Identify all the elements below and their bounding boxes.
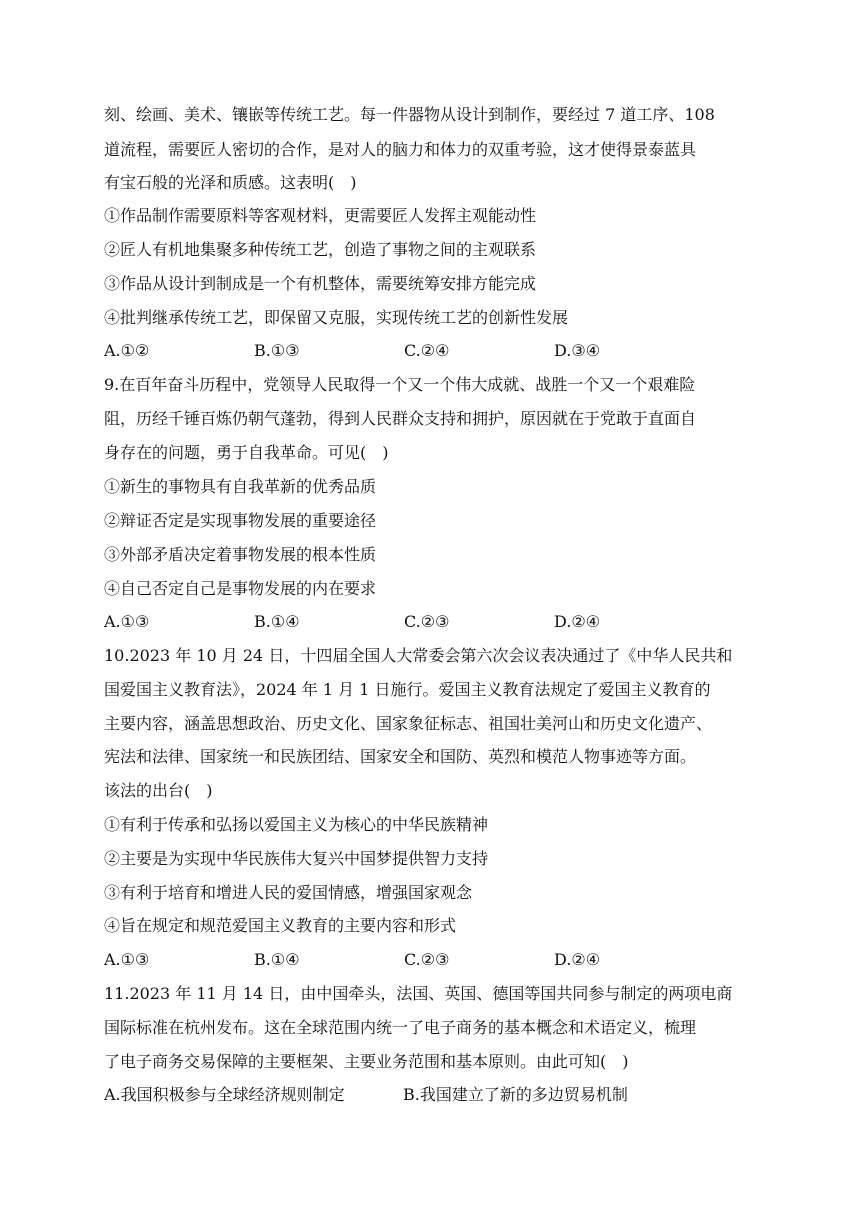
q11-stem-line-3: 了电子商务交易保障的主要框架、主要业务范围和基本原则。由此可知( ): [104, 1052, 629, 1071]
q8-statement-4: ④批判继承传统工艺，即保留又克服，实现传统工艺的创新性发展: [104, 308, 569, 327]
q11-option-b[interactable]: B.我国建立了新的多边贸易机制: [403, 1085, 628, 1104]
q8-stem-line-3: 有宝石般的光泽和质感。这表明( ): [104, 173, 357, 192]
q8-statement-1: ①作品制作需要原料等客观材料，更需要匠人发挥主观能动性: [104, 206, 537, 225]
q9-option-c[interactable]: C.②③: [404, 612, 450, 631]
q10-stem-line-3: 主要内容，涵盖思想政治、历史文化、国家象征标志、祖国壮美河山和历史文化遗产、: [104, 714, 713, 733]
q8-option-c[interactable]: C.②④: [404, 341, 450, 360]
q8-option-d[interactable]: D.③④: [554, 341, 601, 360]
q8-stem-line-2: 道流程，需要匠人密切的合作，是对人的脑力和体力的双重考验，这才使得景泰蓝具: [104, 140, 697, 159]
q9-statement-2: ②辩证否定是实现事物发展的重要途径: [104, 511, 377, 530]
q11-stem-line-1: 11.2023 年 11 月 14 日，由中国牵头，法国、英国、德国等国共同参与制定的两项电商: [104, 984, 733, 1003]
q9-option-b[interactable]: B.①④: [254, 612, 300, 631]
q10-stem-line-4: 宪法和法律、国家统一和民族团结、国家安全和国防、英烈和模范人物事迹等方面。: [104, 747, 697, 766]
q9-option-a[interactable]: A.①③: [104, 612, 150, 631]
q10-option-d[interactable]: D.②④: [554, 950, 601, 969]
q10-stem-line-5: 该法的出台( ): [104, 781, 213, 800]
q9-stem-line-2: 阻，历经千锤百炼仍朝气蓬勃，得到人民群众支持和拥护，原因就在于党敢于直面自: [104, 409, 697, 428]
q8-stem-line-1: 刻、绘画、美术、镶嵌等传统工艺。每一件器物从设计到制作，要经过 7 道工序、108: [104, 105, 715, 124]
q10-option-c[interactable]: C.②③: [404, 950, 450, 969]
q10-options: [104, 949, 764, 971]
q9-statement-1: ①新生的事物具有自我革新的优秀品质: [104, 477, 377, 496]
q11-options: [104, 1084, 764, 1106]
q11-stem-line-2: 国际标准在杭州发布。这在全球范围内统一了电子商务的基本概念和术语定义，梳理: [104, 1018, 697, 1037]
q8-statement-2: ②匠人有机地集聚多种传统工艺，创造了事物之间的主观联系: [104, 240, 537, 259]
q9-statement-4: ④自己否定自己是事物发展的内在要求: [104, 579, 377, 598]
q10-statement-3: ③有利于培育和增进人民的爱国情感，增强国家观念: [104, 883, 473, 902]
q10-stem-line-2: 国爱国主义教育法》，2024 年 1 月 1 日施行。爱国主义教育法规定了爱国主义教育的: [104, 680, 711, 699]
q9-stem-line-1: 9.在百年奋斗历程中，党领导人民取得一个又一个伟大成就、战胜一个又一个艰难险: [104, 375, 696, 394]
q11-option-a[interactable]: A.我国积极参与全球经济规则制定: [104, 1085, 345, 1104]
q9-statement-3: ③外部矛盾决定着事物发展的根本性质: [104, 545, 377, 564]
q9-options: [104, 611, 764, 633]
q8-options: [104, 340, 764, 362]
q9-stem-line-3: 身存在的问题，勇于自我革命。可见( ): [104, 443, 389, 462]
q10-statement-1: ①有利于传承和弘扬以爱国主义为核心的中华民族精神: [104, 815, 489, 834]
q10-statement-2: ②主要是为实现中华民族伟大复兴中国梦提供智力支持: [104, 849, 489, 868]
q10-stem-line-1: 10.2023 年 10 月 24 日，十四届全国人大常委会第六次会议表决通过了《中华人民共和: [104, 646, 733, 665]
q10-statement-4: ④旨在规定和规范爱国主义教育的主要内容和形式: [104, 916, 457, 935]
q8-statement-3: ③作品从设计到制成是一个有机整体，需要统筹安排方能完成: [104, 274, 537, 293]
q9-option-d[interactable]: D.②④: [554, 612, 601, 631]
q8-option-b[interactable]: B.①③: [254, 341, 300, 360]
q8-option-a[interactable]: A.①②: [104, 341, 150, 360]
q10-option-b[interactable]: B.①④: [254, 950, 300, 969]
q10-option-a[interactable]: A.①③: [104, 950, 150, 969]
